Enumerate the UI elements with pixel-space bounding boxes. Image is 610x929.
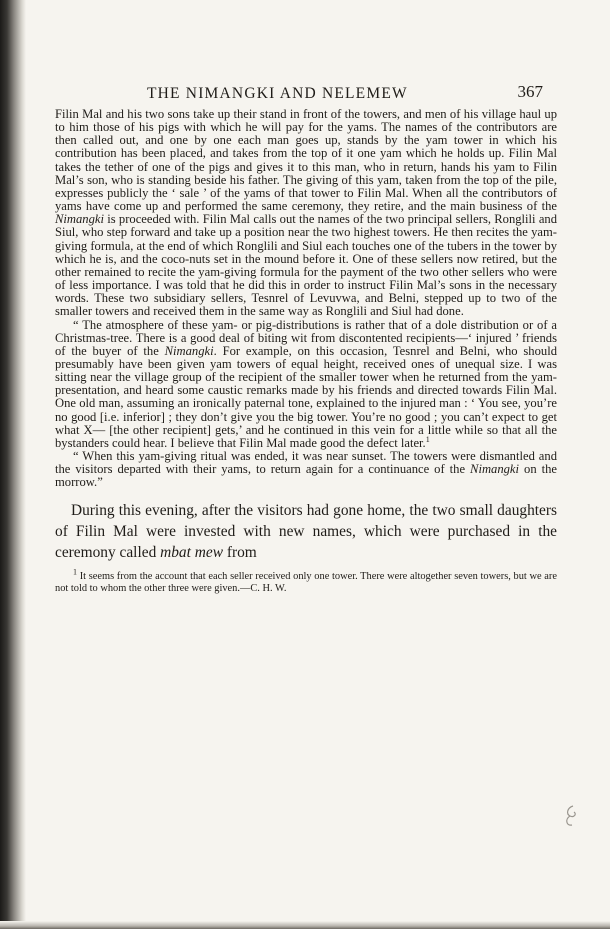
- paragraph-2-text-a: “ The atmosphere of these yam- or pig-distributions is rather that of a dole distribution or of a Christmas-tree. There is a good deal of biting wit from discontented recipients—‘ injured ’ friends of the buyer of the: [55, 317, 557, 358]
- paragraph-3: [55, 450, 557, 489]
- paragraph-1-text-b: is proceeded with. Filin Mal calls out the names of the two principal sellers, Ronglili and Siul, who step forward and take up a position near the two highest towers. He then recites the yam-giving formula, at the end of which Ronglili and Siul each touches one of the tubers in the tower by which he is, and the coco-nuts set in the mound before it. One of these sellers now retired, but the other remained to recite the yam-giving formula for the payment of the two other sellers who were of less importance. I was told that he did this in order to instruct Filin Mal’s sons in the necessary words. These two subsidiary sellers, Tesnrel of Levuvwa, and Belni, stepped up to two of the smaller towers and received them in the same way as Ronglili and Siul had done.: [55, 212, 557, 319]
- page-number: 367: [517, 82, 543, 101]
- page-bottom-edge: [0, 921, 610, 929]
- footnote: [55, 567, 557, 595]
- paragraph-3-italic: Nimangki: [470, 462, 520, 477]
- paragraph-1-italic: Nimangki: [55, 212, 104, 227]
- paragraph-2-italic: Nimangki: [164, 343, 214, 358]
- paragraph-1: [55, 108, 557, 319]
- paragraph-4: [55, 500, 557, 563]
- pencil-mark-icon: [557, 802, 587, 832]
- paragraph-2-text-b: . For example, on this occasion, Tesnrel and Belni, who should presumably have been given yam towers of equal height, received ones of unequal size. I was sitting near the village group of the recipient of the smaller tower when he returned from the yam-presentation, and heard some caustic remarks made by his friends and directed towards Filin Mal. One old man, assuming an ironically paternal tone, explained to the injured man : ‘ You see, you’re no good [i.e. inferior] ; they don’t give you the big tower. You’re no good ; you can’t expect to get what X— [the other recipient] gets,’ and he continued in this vein for a little while so that all the bystanders could hear. I believe that Filin Mal made good the defect later.: [55, 343, 557, 450]
- running-head: [55, 82, 557, 104]
- paragraph-3-text-b: on the morrow.”: [55, 462, 557, 490]
- paragraph-2: [55, 319, 557, 451]
- paragraph-4-text-a: During this evening, after the visitors had gone home, the two small daughters of Filin Mal were invested with new names, which were purchased in the ceremony called: [55, 501, 557, 561]
- paragraph-4-italic: mbat mew: [160, 543, 223, 561]
- quoted-account: [55, 108, 557, 490]
- book-page: [55, 82, 557, 595]
- footnote-marker: 1: [73, 567, 77, 577]
- running-title: THE NIMANGKI AND NELEMEW: [147, 85, 408, 102]
- book-binding-shadow: [0, 0, 26, 929]
- main-text: [55, 500, 557, 563]
- paragraph-3-text-a: “ When this yam-giving ritual was ended, it was near sunset. The towers were dismantled and the visitors departed with their yams, to return again for a continuance of the: [55, 449, 557, 477]
- paragraph-1-text-a: Filin Mal and his two sons take up their stand in front of the towers, and men of his village haul up to him those of his pigs with which he will pay for the yams. The names of the contributors are then called out, and one by one each man goes up, stands by the yam tower in which his contribution has been placed, and takes from the top of it one yam which he holds up. Filin Mal takes the tether of one of the pigs and gives it to this man, who in return, hands his yam to Filin Mal’s son, who is standing beside his father. The giving of this yam, taken from the top of the pile, expresses publicly the ‘ sale ’ of the yams of that tower to Filin Mal. When all the contributors of yams have come up and performed the same ceremony, they retire, and the main business of the: [55, 107, 557, 214]
- footnote-reference: 1: [425, 434, 430, 444]
- footnote-text: It seems from the account that each seller received only one tower. There were altogether seven towers, but we are not told to whom the other three were given.—C. H. W.: [55, 570, 557, 594]
- paragraph-4-text-b: from: [222, 543, 257, 561]
